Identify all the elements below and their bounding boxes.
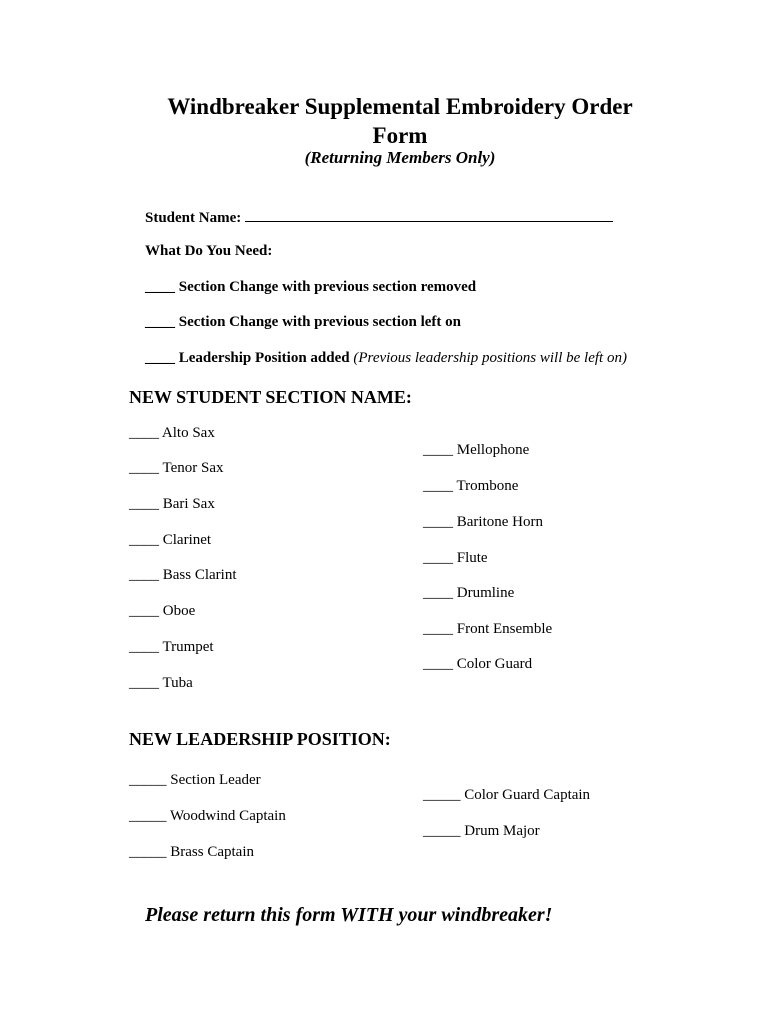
leadership-option[interactable]: _____ Color Guard Captain xyxy=(423,787,591,803)
form-subtitle: (Returning Members Only) xyxy=(304,148,496,167)
section-option[interactable]: ____ Flute xyxy=(423,550,488,566)
section-option[interactable]: ____ Trumpet xyxy=(129,639,214,655)
option-blank[interactable]: ____ xyxy=(145,279,175,295)
form-title: Windbreaker Supplemental Embroidery Order Form xyxy=(167,94,633,148)
student-name-row xyxy=(145,207,613,227)
section-option[interactable]: ____ Tuba xyxy=(129,675,193,691)
option-text: Section Change with previous section left on xyxy=(178,314,461,330)
closing-note: Please return this form WITH your windbreaker! xyxy=(145,904,553,926)
section-option[interactable]: ____ Color Guard xyxy=(423,656,533,672)
section-option[interactable]: ____ Alto Sax xyxy=(129,425,215,441)
section-option[interactable]: ____ Mellophone xyxy=(423,442,530,458)
section-option[interactable]: ____ Tenor Sax xyxy=(129,460,224,476)
section-option[interactable]: ____ Trombone xyxy=(423,478,519,494)
option-blank[interactable]: ____ xyxy=(145,314,175,330)
leadership-option[interactable]: _____ Section Leader xyxy=(129,772,261,788)
needs-label: What Do You Need: xyxy=(145,243,273,259)
section-option[interactable]: ____ Drumline xyxy=(423,585,515,601)
option-row[interactable] xyxy=(145,350,627,367)
option-row[interactable] xyxy=(145,314,461,331)
section-option[interactable]: ____ Baritone Horn xyxy=(423,514,543,530)
section-option[interactable]: ____ Bari Sax xyxy=(129,496,215,512)
leadership-heading: NEW LEADERSHIP POSITION: xyxy=(129,729,391,749)
section-option[interactable]: ____ Bass Clarint xyxy=(129,567,237,583)
option-text: Section Change with previous section removed xyxy=(178,279,477,295)
section-option[interactable]: ____ Clarinet xyxy=(129,532,212,548)
option-blank[interactable]: ____ xyxy=(145,350,175,366)
section-option[interactable]: ____ Oboe xyxy=(129,603,196,619)
leadership-option[interactable]: _____ Drum Major xyxy=(423,823,540,839)
option-row[interactable] xyxy=(145,279,476,296)
student-name-field[interactable] xyxy=(245,207,613,222)
option-text: Leadership Position added xyxy=(178,350,350,366)
section-heading: NEW STUDENT SECTION NAME: xyxy=(129,387,412,407)
leadership-option[interactable]: _____ Woodwind Captain xyxy=(129,808,286,824)
leadership-option[interactable]: _____ Brass Captain xyxy=(129,844,254,860)
student-name-label: Student Name: xyxy=(145,210,242,226)
section-option[interactable]: ____ Front Ensemble xyxy=(423,621,553,637)
option-note: (Previous leadership positions will be left on) xyxy=(353,350,627,366)
